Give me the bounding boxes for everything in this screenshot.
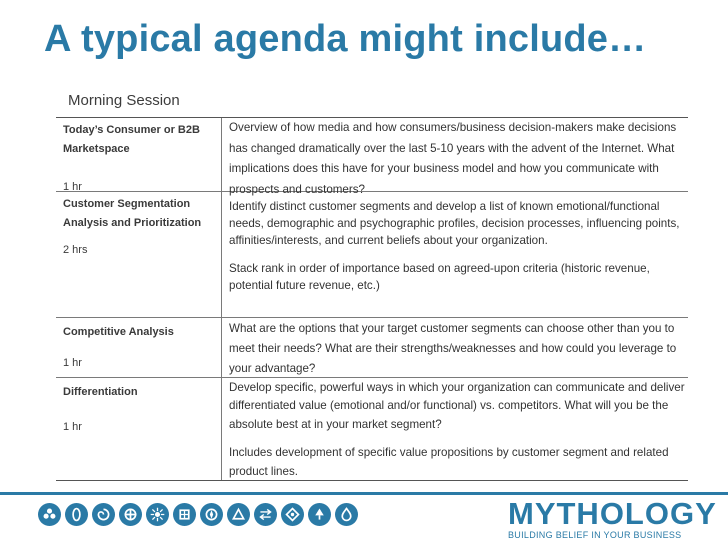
session-label: Morning Session — [68, 92, 180, 109]
description-cell — [221, 378, 688, 480]
topic-duration: 1 hr — [63, 421, 82, 433]
topic-cell — [56, 318, 221, 377]
icon-strip — [38, 503, 358, 526]
topic-title: Differentiation — [63, 386, 138, 398]
topic-cell — [56, 378, 221, 480]
slide-title: A typical agenda might include… — [44, 18, 647, 60]
compass-icon — [200, 503, 223, 526]
topic-cell — [56, 118, 221, 191]
description-text: What are the options that your target customer segments can choose other than you to meet their needs? What are their strengths/weaknesses and how could you leverage to your advantage? — [229, 322, 677, 375]
diamond-icon — [281, 503, 304, 526]
description-cell — [221, 192, 688, 317]
topic-title: Customer Segmentation Analysis and Prioritization — [63, 198, 202, 229]
agenda-table — [56, 117, 688, 481]
agenda-row — [56, 378, 688, 480]
triangle-icon — [227, 503, 250, 526]
description-cell — [221, 118, 688, 196]
topic-cell — [56, 192, 221, 317]
logo-tagline: BUILDING BELIEF IN YOUR BUSINESS — [508, 530, 682, 540]
description-text: Identify distinct customer segments and develop a list of known emotional/functional needs, demographic and psychographic profiles, decision processes, influencing points, affinities/interests, and current beliefs about your organization. — [229, 200, 680, 248]
flame-icon — [335, 503, 358, 526]
footer-divider — [0, 492, 728, 495]
topic-duration: 1 hr — [63, 181, 82, 193]
description-cell — [221, 318, 688, 377]
cross-icon — [119, 503, 142, 526]
description-text: Overview of how media and how consumers/business decision-makers make decisions has changed dramatically over the last 5-10 years with the advent of the Internet. What implications does this have for your business model and how you communicate with prospects and customers? — [229, 121, 677, 196]
topic-duration: 2 hrs — [63, 244, 88, 256]
agenda-row — [56, 192, 688, 318]
topic-title: Competitive Analysis — [63, 326, 174, 338]
description-text: Develop specific, powerful ways in which your organization can communicate and deliver differentiated value (emotional and/or functional) vs. competitors. What will you be the absolute best at in your market segment? — [229, 381, 685, 431]
description-text: Includes development of specific value propositions by customer segment and related product lines. — [229, 446, 669, 478]
arrows-icon — [254, 503, 277, 526]
leaf-icon — [65, 503, 88, 526]
flower-icon — [38, 503, 61, 526]
knot-icon — [173, 503, 196, 526]
topic-duration: 1 hr — [63, 357, 82, 369]
agenda-row — [56, 318, 688, 378]
description-text: Stack rank in order of importance based on agreed-upon criteria (historic revenue, potential future revenue, etc.) — [229, 261, 650, 292]
tree-icon — [308, 503, 331, 526]
topic-title: Today’s Consumer or B2B Marketspace — [63, 124, 200, 155]
company-logo — [508, 498, 717, 540]
swirl-icon — [92, 503, 115, 526]
logo-wordmark: MYTHOLOGY — [508, 496, 717, 531]
sun-icon — [146, 503, 169, 526]
agenda-row — [56, 118, 688, 196]
